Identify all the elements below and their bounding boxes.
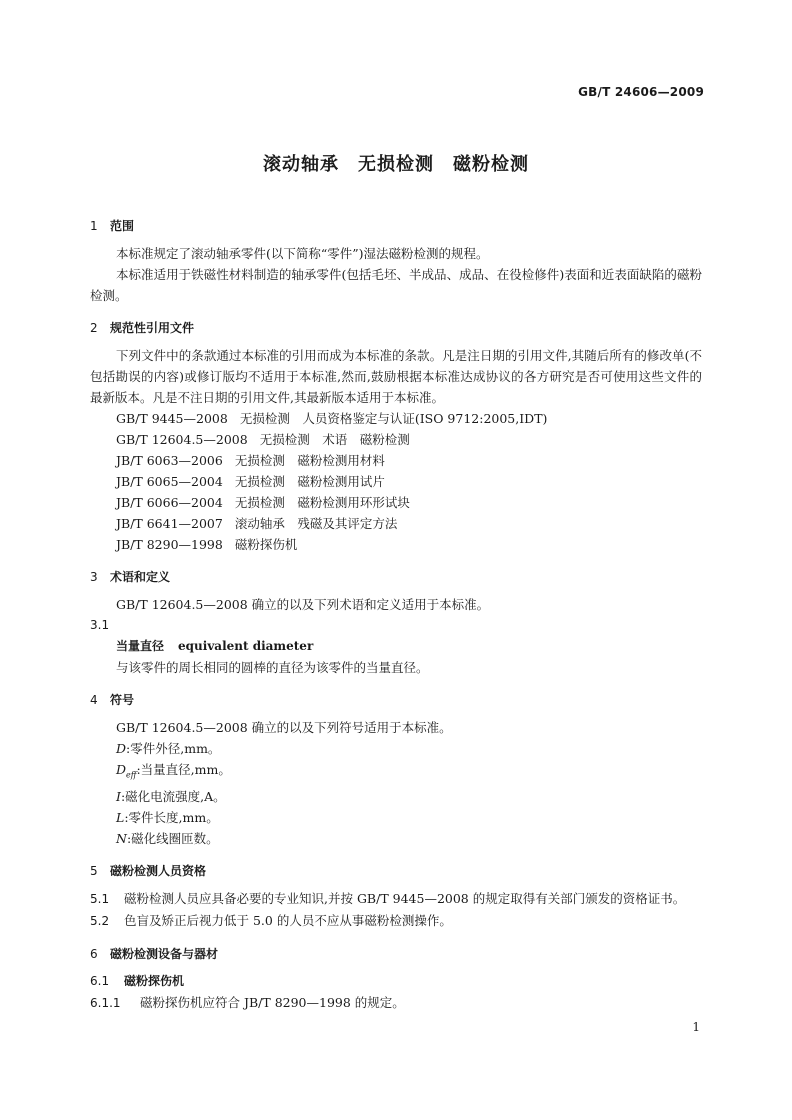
symbol-description: :磁化线圈匝数。 — [126, 830, 219, 846]
section-number: 2 — [90, 321, 98, 335]
symbol-item — [90, 738, 702, 759]
reference-code: JB/T 6066—2004 — [116, 495, 223, 510]
term-english: equivalent diameter — [178, 639, 314, 653]
scope-paragraph-1: 本标准规定了滚动轴承零件(以下简称“零件”)湿法磁粉检测的规程。 — [116, 246, 489, 261]
section-number: 6 — [90, 946, 98, 961]
reference-code: GB/T 12604.5—2008 — [116, 432, 248, 447]
reference-code: JB/T 6063—2006 — [116, 453, 223, 468]
section-4-heading — [90, 690, 702, 711]
section-title: 磁粉检测设备与器材 — [110, 946, 219, 961]
symbol-description: :磁化电流强度,A。 — [120, 788, 226, 804]
subsection-number: 6.1 — [90, 973, 110, 988]
symbol-item — [90, 828, 702, 849]
symbol-item — [90, 786, 702, 807]
section-title: 范围 — [110, 219, 135, 233]
section-title: 磁粉检测人员资格 — [110, 863, 207, 878]
reference-title: 无损检测 磁粉检测用材料 — [234, 453, 385, 468]
section-6-heading — [90, 944, 702, 965]
section-1-heading — [90, 216, 702, 237]
subsection-title: 磁粉探伤机 — [124, 973, 185, 988]
section-number: 3 — [90, 570, 98, 584]
references-intro: 下列文件中的条款通过本标准的引用而成为本标准的条款。凡是注日期的引用文件,其随后所有的修改单(不包括勘误的内容)或修订版均不适用于本标准,然而,鼓励根据本标准达成协议的各方研究是否可使用这些文件的最新版本。凡是不注日期的引用文件,其最新版本适用于本标准。 — [90, 348, 702, 405]
section-title: 规范性引用文件 — [110, 321, 195, 335]
reference-title: 磁粉探伤机 — [234, 537, 298, 552]
reference-code: GB/T 9445—2008 — [116, 411, 228, 426]
reference-item — [90, 513, 702, 534]
section-title: 术语和定义 — [110, 570, 171, 584]
section-title: 符号 — [110, 693, 135, 707]
symbol: D — [116, 762, 127, 777]
reference-title: 无损检测 人员资格鉴定与认证(ISO 9712:2005,IDT) — [239, 411, 548, 426]
symbol: I — [116, 788, 121, 804]
symbol-item — [90, 759, 702, 786]
clause-6-1-1 — [90, 992, 702, 1014]
scope-paragraph-2: 本标准适用于铁磁性材料制造的轴承零件(包括毛坯、半成品、成品、在役检修件)表面和近表面缺陷的磁粉检测。 — [90, 267, 702, 303]
clause-number: 6.1.1 — [90, 995, 121, 1010]
reference-title: 无损检测 术语 磁粉检测 — [259, 432, 410, 447]
reference-code: JB/T 8290—1998 — [116, 537, 223, 552]
section-2-heading — [90, 318, 702, 339]
reference-title: 无损检测 磁粉检测用试片 — [234, 474, 385, 489]
reference-item — [90, 492, 702, 513]
clause-number: 5.2 — [90, 913, 110, 928]
reference-title: 无损检测 磁粉检测用环形试块 — [234, 495, 410, 510]
symbol: N — [116, 830, 127, 846]
section-number: 4 — [90, 693, 98, 707]
section-3-heading — [90, 567, 702, 588]
terms-intro: GB/T 12604.5—2008 确立的以及下列术语和定义适用于本标准。 — [116, 597, 490, 612]
reference-item — [90, 534, 702, 555]
symbol-item — [90, 807, 702, 828]
term-definition: 与该零件的周长相同的圆棒的直径为该零件的当量直径。 — [116, 660, 429, 675]
symbol-subscript: eff — [126, 770, 137, 780]
term-entry — [90, 636, 702, 657]
clause-5-1 — [90, 888, 702, 910]
symbol: D — [116, 741, 127, 756]
standard-code: GB/T 24606—2009 — [578, 85, 704, 99]
symbol-description: :当量直径,mm。 — [136, 762, 231, 777]
reference-title: 滚动轴承 残磁及其评定方法 — [234, 516, 398, 531]
reference-item — [90, 471, 702, 492]
document-body — [90, 210, 702, 1014]
symbol-description: :零件外径,mm。 — [126, 741, 221, 756]
reference-item — [90, 450, 702, 471]
symbol: L — [116, 809, 125, 825]
clause-text: 磁粉检测人员应具备必要的专业知识,并按 GB/T 9445—2008 的规定取得有关部门颁发的资格证书。 — [124, 890, 686, 906]
subsection-6-1-heading — [90, 971, 702, 992]
page-number: 1 — [692, 1020, 700, 1034]
reference-item — [90, 429, 702, 450]
symbols-intro: GB/T 12604.5—2008 确立的以及下列符号适用于本标准。 — [116, 720, 452, 735]
section-number: 5 — [90, 863, 98, 878]
clause-number: 5.1 — [90, 891, 110, 906]
document-title: 滚动轴承 无损检测 磁粉检测 — [263, 154, 529, 175]
section-number: 1 — [90, 219, 98, 233]
clause-5-2 — [90, 910, 702, 932]
reference-code: JB/T 6641—2007 — [116, 516, 223, 531]
clause-text: 磁粉探伤机应符合 JB/T 8290—1998 的规定。 — [140, 994, 405, 1010]
clause-text: 色盲及矫正后视力低于 5.0 的人员不应从事磁粉检测操作。 — [124, 912, 452, 928]
reference-code: JB/T 6065—2004 — [116, 474, 223, 489]
term-number: 3.1 — [90, 618, 110, 632]
reference-item — [90, 408, 702, 429]
symbol-description: :零件长度,mm。 — [124, 809, 219, 825]
term-chinese: 当量直径 — [116, 639, 165, 653]
section-5-heading — [90, 861, 702, 882]
